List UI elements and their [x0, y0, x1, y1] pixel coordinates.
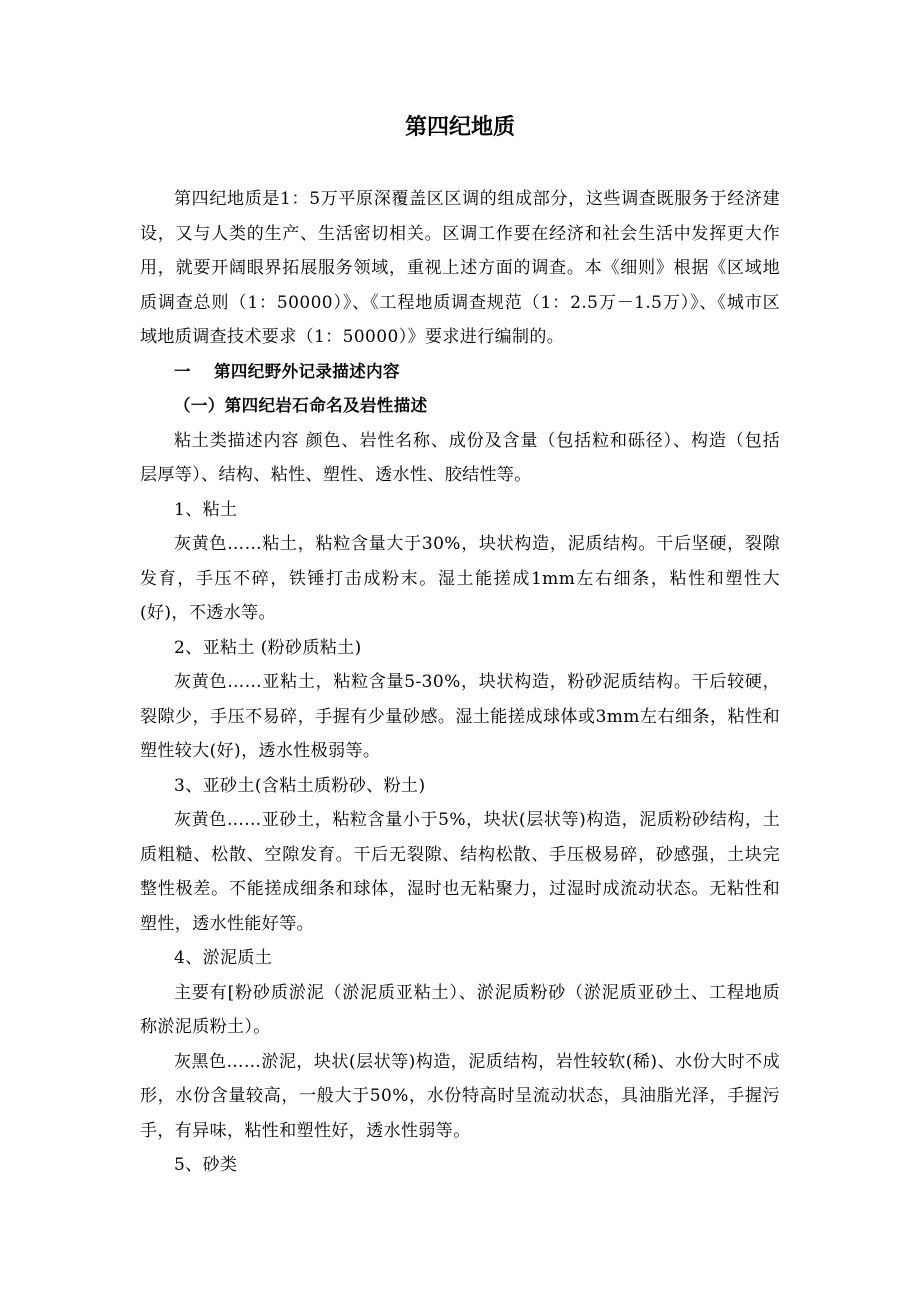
item-heading-clay: 1、粘土 — [174, 499, 238, 520]
item-text-sandy-loam: 灰黄色……亚砂土，粘粒含量小于5%，块状(层状等)构造，泥质粉砂结构，土质粗糙、松散、空隙发育。干后无裂隙、结构松散、手压极易碎，砂感强，土块完整性极差。不能搓成细条和球体，湿时也无粘聚力，过湿时成流动状态。无粘性和塑性，透水性能好等。 — [140, 810, 780, 934]
item-text-mucky-soil: 主要有[粉砂质淤泥（淤泥质亚粘土）、淤泥质粉砂（淤泥质亚砂土、工程地质称淤泥质粉土）。 — [140, 982, 780, 1037]
section-number: 一 — [174, 361, 191, 381]
section-title: 第四纪野外记录描述内容 — [214, 361, 400, 381]
item-text-silty-clay: 灰黄色……亚粘土，粘粒含量5-30%，块状构造，粉砂泥质结构。干后较硬，裂隙少，手压不易碎，手握有少量砂感。湿土能搓成球体或3mm左右细条，粘性和塑性较大(好)，透水性极弱等。 — [140, 672, 780, 761]
silt-description-paragraph: 灰黑色……淤泥，块状(层状等)构造，泥质结构，岩性较软(稀)、水份大时不成形，水份含量较高，一般大于50%，水份特高时呈流动状态，具油脂光泽，手握污手，有异味，粘性和塑性好，透水性弱等。 — [140, 1051, 780, 1141]
item-text-clay: 灰黄色……粘土，粘粒含量大于30%，块状构造，泥质结构。干后坚硬，裂隙发育，手压不碎，铁锤打击成粉末。湿土能搓成1mm左右细条，粘性和塑性大(好)，不透水等。 — [140, 534, 780, 623]
item-heading-sand: 5、砂类 — [174, 1155, 238, 1175]
document-title: 第四纪地质 — [404, 115, 515, 140]
intro-paragraph: 第四纪地质是1：5万平原深覆盖区区调的组成部分，这些调查既服务于经济建设，又与人类的生产、生活密切相关。区调工作要在经济和社会生活中发挥更大作用，就要开阔眼界拓展服务领域，重视上述方面的调查。本《细则》根据《区域地质调查总则（1：50000）》、《工程地质调查规范（1：2.5万－1.5万）》、《城市区域地质调查技术要求（1：50000）》要求进行编制的。 — [140, 189, 780, 347]
item-heading-silty-clay: 2、亚粘土 (粉砂质粘土) — [174, 637, 362, 658]
section-heading — [140, 355, 780, 390]
item-heading-sandy-loam: 3、亚砂土(含粘土质粉砂、粉土) — [174, 775, 426, 796]
clay-description-paragraph: 粘土类描述内容 颜色、岩性名称、成份及含量（包括粒和砾径）、构造（包括层厚等）、结构、粘性、塑性、透水性、胶结性等。 — [140, 430, 780, 485]
item-heading-mucky-soil: 4、淤泥质土 — [174, 948, 273, 968]
subsection-heading: （一）第四纪岩石命名及岩性描述 — [174, 396, 428, 415]
